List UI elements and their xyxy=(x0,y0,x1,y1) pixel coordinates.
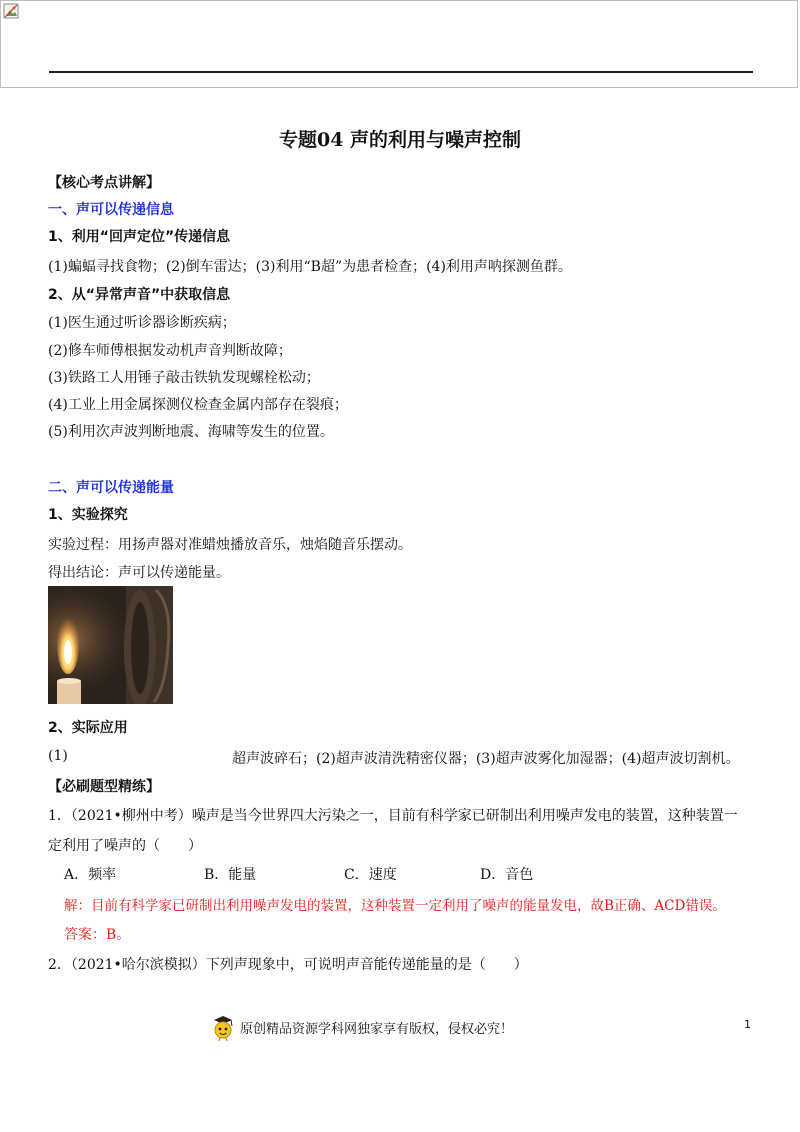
heading-sound-energy: 二、声可以传递能量 xyxy=(48,480,174,496)
experiment-conclusion: 得出结论：声可以传递能量。 xyxy=(48,565,230,581)
experiment-process: 实验过程：用扬声器对准蜡烛播放音乐，烛焰随音乐摆动。 xyxy=(48,537,412,553)
list-item: (3)铁路工人用锤子敲击铁轨发现螺栓松动； xyxy=(48,370,320,386)
section-core-heading: 【核心考点讲解】 xyxy=(48,175,160,191)
question-1-solution: 解：目前有科学家已研制出利用噪声发电的装置，这种装置一定利用了噪声的能量发电，故B正确、ACD错误。 xyxy=(64,898,726,914)
option-b: B．能量 xyxy=(204,867,257,883)
section-practice-heading: 【必刷题型精练】 xyxy=(48,779,160,795)
list-item: (4)工业上用金属探测仪检查金属内部存在裂痕； xyxy=(48,397,348,413)
list-item: (1)医生通过听诊器诊断疾病； xyxy=(48,315,236,331)
page-number: 1 xyxy=(744,1018,751,1031)
application-examples: 超声波碎石；(2)超声波清洗精密仪器；(3)超声波雾化加湿器；(4)超声波切割机。 xyxy=(232,751,740,767)
page-title: 专题04 声的利用与噪声控制 xyxy=(278,129,522,151)
option-c: C．速度 xyxy=(344,867,397,883)
list-item: (5)利用次声波判断地震、海啸等发生的位置。 xyxy=(48,424,334,440)
list-item: (2)修车师傅根据发动机声音判断故障； xyxy=(48,343,292,359)
subheading-echo: 1、利用“回声定位”传递信息 xyxy=(48,229,231,245)
question-1-line-2: 定利用了噪声的（ ） xyxy=(48,838,202,854)
application-number: (1) xyxy=(48,748,68,764)
header-divider xyxy=(49,71,753,73)
candle-speaker-photo xyxy=(48,586,173,704)
question-1-answer: 答案：B。 xyxy=(64,927,131,943)
subheading-experiment: 1、实验探究 xyxy=(48,507,128,523)
subheading-abnormal-sound: 2、从“异常声音”中获取信息 xyxy=(48,287,231,303)
echo-examples: (1)蝙蝠寻找食物；(2)倒车雷达；(3)利用“B超”为患者检查；(4)利用声呐探测鱼群。 xyxy=(48,259,572,275)
question-1-line-1: 1．（2021•柳州中考）噪声是当今世界四大污染之一，目前有科学家已研制出利用噪声发电的装置，这种装置一 xyxy=(48,808,738,824)
page-header xyxy=(0,0,798,88)
mascot-icon xyxy=(210,1014,236,1042)
heading-sound-info: 一、声可以传递信息 xyxy=(48,202,174,218)
subheading-application: 2、实际应用 xyxy=(48,720,128,736)
option-d: D．音色 xyxy=(480,867,534,883)
broken-image-icon xyxy=(3,3,19,19)
option-a: A．频率 xyxy=(64,867,117,883)
question-2-line-1: 2．（2021•哈尔滨模拟）下列声现象中，可说明声音能传递能量的是（ ） xyxy=(48,957,528,973)
footer-copyright: 原创精品资源学科网独家享有版权，侵权必究！ xyxy=(240,1022,514,1037)
